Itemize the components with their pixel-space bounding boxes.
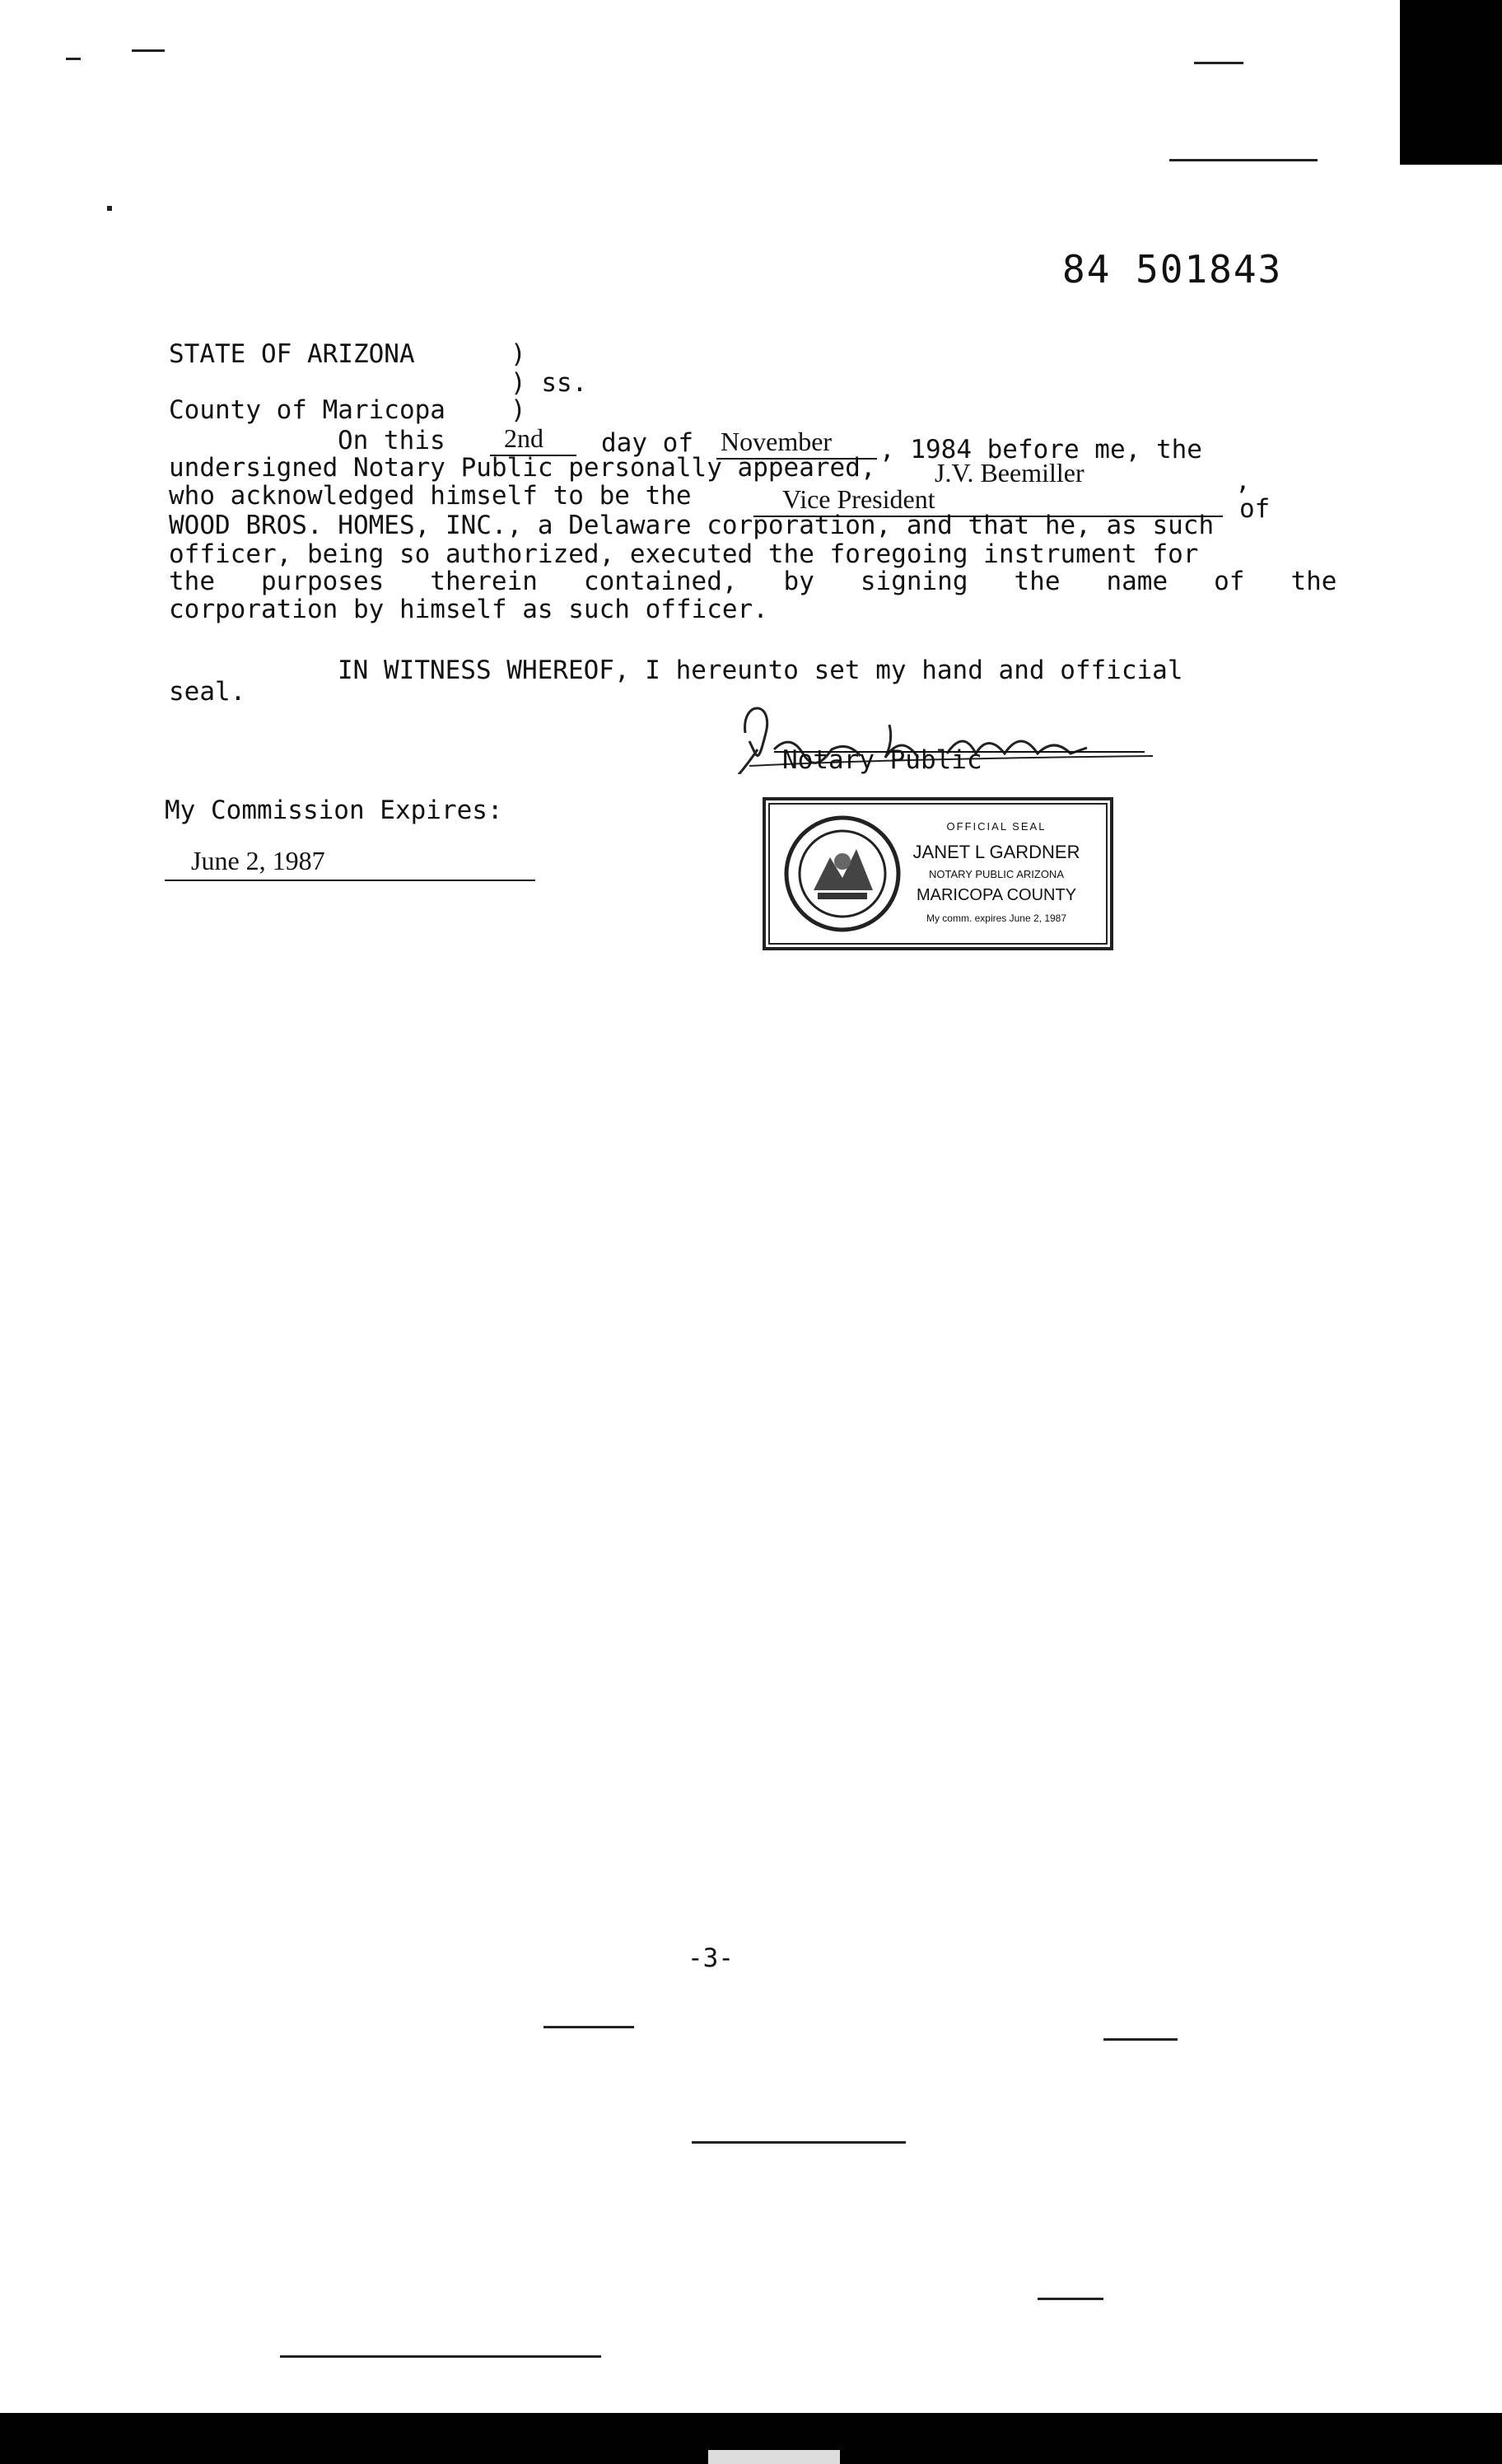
ack-text: On this xyxy=(338,426,445,455)
scan-speck xyxy=(1169,159,1318,161)
ack-text: WOOD BROS. HOMES, INC., a Delaware corporation, and that he, as such xyxy=(169,511,1215,540)
ack-month: November xyxy=(721,427,833,456)
scan-artifact xyxy=(708,2450,840,2464)
margin-mark xyxy=(1482,1723,1502,1725)
ack-text: corporation by himself as such officer. xyxy=(169,595,768,624)
state-seal-emblem xyxy=(781,812,904,936)
venue-ss: ) ss. xyxy=(511,368,588,398)
official-seal-stamp xyxy=(763,797,1113,950)
margin-mark xyxy=(1482,873,1502,875)
county-label: County of Maricopa xyxy=(169,395,445,425)
seal-county: MARICOPA COUNTY xyxy=(916,886,1077,904)
venue-paren: ) xyxy=(511,339,526,369)
seal-line: OFFICIAL SEAL xyxy=(946,820,1047,833)
ack-text: day of xyxy=(601,428,693,458)
page-number: -3- xyxy=(688,1944,734,1973)
seal-line: NOTARY PUBLIC ARIZONA xyxy=(929,868,1064,880)
ack-text: the purposes therein contained, by signing the name of the xyxy=(169,567,1337,596)
ack-title: Vice President xyxy=(782,484,935,514)
commission-date: June 2, 1987 xyxy=(191,846,325,875)
ack-text: officer, being so authorized, executed the foregoing instrument for xyxy=(169,539,1199,569)
scan-speck xyxy=(280,2355,601,2358)
scan-speck xyxy=(692,2141,906,2144)
ack-text: of xyxy=(1239,494,1271,524)
scan-speck xyxy=(1103,2038,1178,2041)
scan-speck xyxy=(66,58,81,60)
venue-paren: ) xyxy=(511,395,526,425)
scan-speck xyxy=(107,206,112,211)
commission-underline xyxy=(165,880,535,881)
ack-person: J.V. Beemiller xyxy=(935,458,1085,488)
seal-expiration: My comm. expires June 2, 1987 xyxy=(926,912,1067,924)
ack-text: undersigned Notary Public personally appeared, xyxy=(169,453,876,483)
ack-day: 2nd xyxy=(504,423,543,453)
witness-text: seal. xyxy=(169,677,246,707)
scan-speck xyxy=(132,49,165,52)
seal-notary-name: JANET L GARDNER xyxy=(912,842,1080,862)
notary-public-label: Notary Public xyxy=(782,745,982,775)
commission-label: My Commission Expires: xyxy=(165,796,503,825)
state-label: STATE OF ARIZONA xyxy=(169,339,415,369)
document-number: 84 501843 xyxy=(1062,247,1283,292)
margin-mark xyxy=(1482,2008,1502,2010)
scan-speck xyxy=(1194,62,1243,64)
margin-mark xyxy=(1482,2291,1502,2294)
ack-text: who acknowledged himself to be the xyxy=(169,481,692,511)
page-edge xyxy=(1400,165,1502,2413)
scan-speck xyxy=(1038,2298,1103,2300)
scan-speck xyxy=(543,2026,634,2028)
ack-text: , xyxy=(1235,466,1251,496)
ack-text: , 1984 before me, the xyxy=(879,435,1202,464)
witness-text: IN WITNESS WHEREOF, I hereunto set my hand and official xyxy=(338,656,1183,685)
